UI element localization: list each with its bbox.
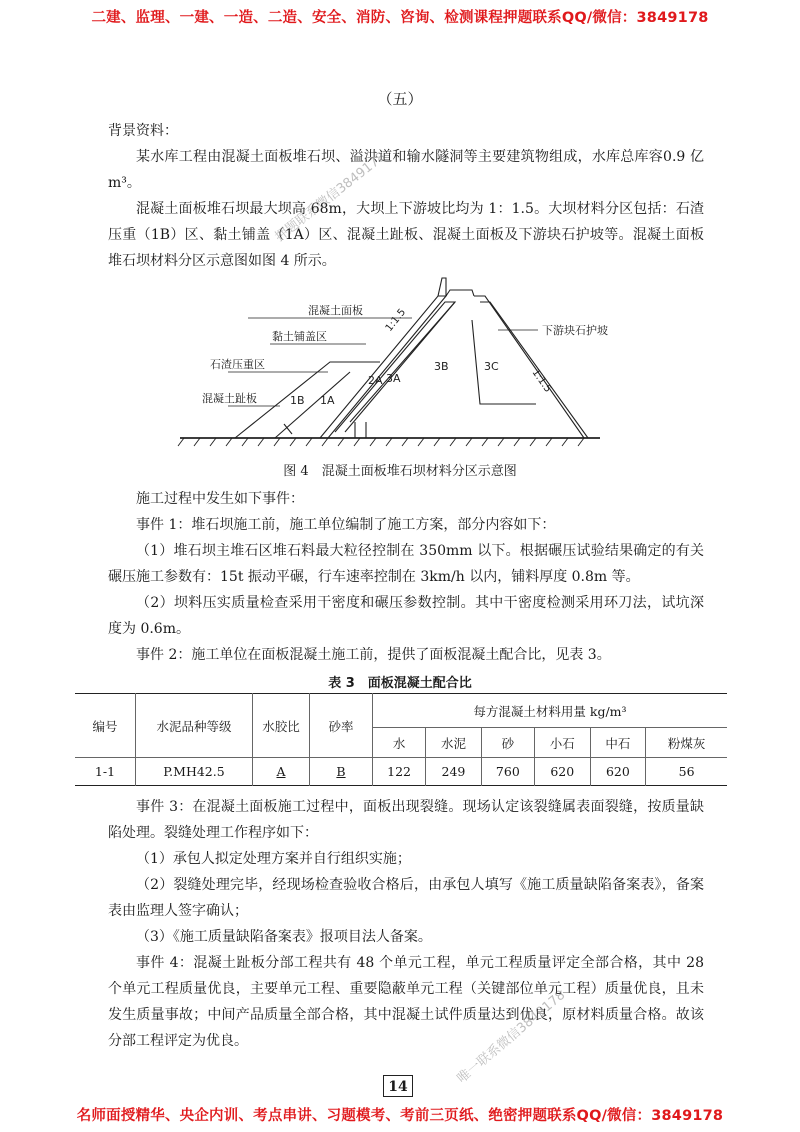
events-3-4 (108, 794, 704, 1054)
event-1-item-1: （1）堆石坝主堆石区堆石料最大粒径控制在 350mm 以下。根据碾压试验结果确定的有关碾压施工参数有：15t 振动平碾，行车速率控制在 3km/h 以内，铺料厚度 0.8m 等。 (108, 543, 704, 585)
event-1: 事件 1：堆石坝施工前，施工单位编制了施工方案，部分内容如下： (136, 517, 556, 533)
cell-wc-ratio: A (253, 758, 310, 786)
label-downstream-riprap: 下游块石护坡 (542, 324, 608, 337)
background-label: 背景资料： (108, 123, 178, 139)
label-zone-2a: 2A (368, 374, 383, 387)
page-number: 14 (383, 1075, 413, 1097)
event-3: 事件 3：在混凝土面板施工过程中，面板出现裂缝。现场认定该裂缝属表面裂缝，按质量缺陷处理。裂缝处理工作程序如下： (108, 799, 704, 841)
cell-sand-ratio: B (310, 758, 373, 786)
ground-hatch (178, 438, 584, 446)
watermark-2: 唯一联系微信3849178 (454, 987, 569, 1087)
header-water: 水 (373, 728, 426, 758)
event-2: 事件 2：施工单位在面板混凝土施工前，提供了面板混凝土配合比，见表 3。 (136, 647, 611, 663)
label-ballast: 石渣压重区 (210, 358, 265, 371)
header-medium-stone: 中石 (590, 728, 646, 758)
label-zone-3a: 3A (386, 372, 401, 385)
header-cement-grade: 水泥品种等级 (136, 694, 253, 758)
header-cement: 水泥 (426, 728, 482, 758)
cell-cement: 249 (426, 758, 482, 786)
event-4: 事件 4：混凝土趾板分部工程共有 48 个单元工程，单元工程质量评定全部合格，其中 28 个单元工程质量优良，主要单元工程、重要隐蔽单元工程（关键部位单元工程）质量优良，且未发生质量事故；中间产品质量全部合格，其中混凝土试件质量达到优良，原材料质量合格。故该分部工程评定为优良。 (108, 955, 704, 1049)
cell-water: 122 (373, 758, 426, 786)
events-intro: 施工过程中发生如下事件： (136, 491, 304, 507)
cell-fly-ash: 56 (646, 758, 727, 786)
table-row (75, 758, 727, 786)
header-sand-ratio: 砂率 (310, 694, 373, 758)
label-zone-3b: 3B (434, 360, 449, 373)
event-3-item-1: （1）承包人拟定处理方案并自行组织实施； (136, 851, 411, 867)
zone-3b-3c-divider (472, 320, 536, 404)
event-1-item-2: （2）坝料压实质量检查采用干密度和碾压参数控制。其中干密度检测采用环刀法，试坑深度为 0.6m。 (108, 595, 704, 637)
header-sand: 砂 (481, 728, 534, 758)
cell-small-stone: 620 (534, 758, 590, 786)
label-slope-downstream: 1:1.5 (529, 367, 554, 395)
top-banner: 二建、监理、一建、一造、二造、安全、消防、咨询、检测课程押题联系QQ/微信：3849178 (91, 10, 709, 26)
header-material-group: 每方混凝土材料用量 kg/m³ (373, 694, 728, 728)
face-slab-outline (320, 296, 446, 438)
section-title: （五） (377, 90, 423, 108)
label-zone-3c: 3C (484, 360, 499, 373)
label-slope-upstream: 1:1.5 (383, 306, 409, 334)
event-3-item-2: （2）裂缝处理完毕，经现场检查验收合格后，由承包人填写《施工质量缺陷备案表》，备案表由监理人签字确认； (108, 877, 704, 919)
header-id: 编号 (75, 694, 136, 758)
label-toe-slab: 混凝土趾板 (202, 392, 257, 405)
label-clay-blanket: 黏土铺盖区 (272, 330, 327, 343)
header-small-stone: 小石 (534, 728, 590, 758)
bottom-banner: 名师面授精华、央企内训、考点串讲、习题模考、考前三页纸、绝密押题联系QQ/微信：3849178 (76, 1108, 724, 1124)
label-face-slab: 混凝土面板 (308, 304, 363, 317)
watermark-1: 押题联系微信3849178 (272, 149, 389, 245)
cell-sand: 760 (481, 758, 534, 786)
event-3-item-3: （3）《施工质量缺陷备案表》报项目法人备案。 (136, 929, 432, 945)
label-zone-1a: 1A (320, 394, 335, 407)
mix-proportion-table (75, 693, 727, 786)
paragraph-2: 混凝土面板堆石坝最大坝高 68m，大坝上下游坡比均为 1：1.5。大坝材料分区包括：石渣压重（1B）区、黏土铺盖（1A）区、混凝土趾板、混凝土面板及下游块石护坡等。混凝土面板堆石坝材料分区示意图如图 4 所示。 (108, 201, 704, 269)
cell-cement-grade: P.MH42.5 (136, 758, 253, 786)
header-fly-ash: 粉煤灰 (646, 728, 727, 758)
header-wc-ratio: 水胶比 (253, 694, 310, 758)
parapet-wall (438, 278, 474, 296)
paragraph-1: 某水库工程由混凝土面板堆石坝、溢洪道和输水隧洞等主要建筑物组成，水库总库容0.9 亿 m³。 (108, 149, 704, 191)
background-section (108, 118, 704, 274)
table-title: 表 3 面板混凝土配合比 (328, 676, 472, 691)
cell-id: 1-1 (75, 758, 136, 786)
cell-medium-stone: 620 (590, 758, 646, 786)
figure-caption: 图 4 混凝土面板堆石坝材料分区示意图 (283, 464, 517, 479)
dam-zoning-diagram (180, 272, 608, 452)
events-1-2 (108, 486, 704, 668)
label-zone-1b: 1B (290, 394, 305, 407)
